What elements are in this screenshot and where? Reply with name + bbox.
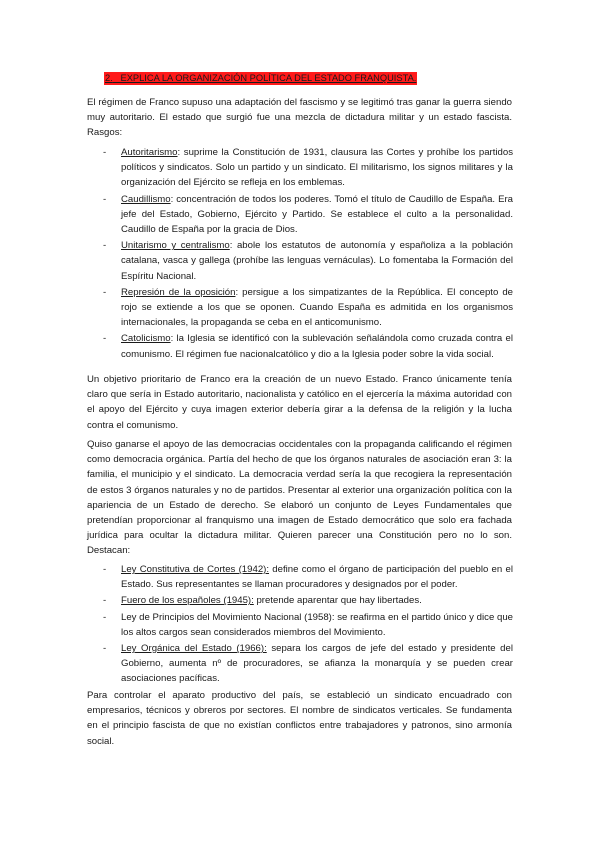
list-item-text: define como el órgano de participación del pueblo en el Estado. Sus representantes se llaman procuradores y designados por el poder. [121,564,513,591]
list-item-term: Catolicismo [121,333,171,345]
bullet-dash: - [103,286,107,298]
list-item-term: Ley Constitutiva de Cortes (1942): [121,564,270,575]
bullet-dash: - [103,564,107,575]
paragraph-sindicatos: Para controlar el aparato productivo del país, se estableció un sindicato encuadrado con empresarios, técnicos y obreros por sectores. El nombre de sindicatos verticales. Se fundamenta en el principio fascista de que no existían conflictos entre trabajadores y patronos, sino armonía social. [87,690,512,747]
list-item-term: Unitarismo y centralismo [121,240,230,252]
list-item-term: Autoritarismo [121,147,178,158]
list-item-text: : abole los estatutos de autonomía y españoliza a la población catalana, vasca y gallega (prohíbe las lenguas vernáculas). Lo fomentaba la Formación del Espíritu Nacional. [121,240,513,282]
bullet-dash: - [103,193,107,205]
list-item-fuero [103,593,513,608]
list-item-ley-cortes [103,562,513,592]
paragraph-democracia-organica: Quiso ganarse el apoyo de las democracias occidentales con la propaganda calificando el régimen como democracia orgánica. Partía del hecho de que los órganos naturales de asociación eran 3: la familia, el municipio y el sindicato. La democracia verdad sería la que recogiera la representación de estos 3 órganos naturales y no de partidos. Presentar al exterior una organización política con la apariencia de un Estado de derecho. Se elaboró un conjunto de Leyes Fundamentales que pretendían proporcionar al franquismo una imagen de Estado democrático que solo era fachada jurídica para ocultar la dictadura militar. Quieren parecer una Constitución pero no lo son. Destacan: [87,439,512,557]
list-item-unitarismo [103,238,513,284]
paragraph-nuevo-estado: Un objetivo prioritario de Franco era la creación de un nuevo Estado. Franco únicamente tenía claro que sería in Estado autoritario, nacionalista y católico en el ejercería la máxima autoridad con el apoyo del Ejército y cuya imagen exterior debería girar a la defensa de la religión y la lucha contra el comunismo. [87,374,512,431]
list-item-represion [103,285,513,331]
intro-paragraph: El régimen de Franco supuso una adaptación del fascismo y se legitimó tras ganar la guerra siendo muy autoritario. El estado que surgió fue una mezcla de dictadura militar y un estado fascista. Rasgos: [87,97,512,139]
list-item-term: Ley Orgánica del Estado (1966): [121,643,267,655]
list-item-term: Caudillismo [121,193,171,205]
list-item-text: : la Iglesia se identificó con la sublevación señalándola como cruzada contra el comunismo. El régimen fue nacionalcatólico y dio a la Iglesia poder sobre la vida social. [121,333,513,360]
list-item-text: pretende aparentar que hay libertades. [253,595,422,607]
list-item-caudillismo [103,192,513,238]
section-heading [104,72,417,85]
list-item-term: Represión de la oposición [121,286,236,298]
list-item-text: separa los cargos de jefe del estado y presidente del Gobierno, aumenta nº de procuradores, se afianza la monarquía y se pueden crear asociaciones pacíficas. [121,643,513,685]
bullet-dash: - [103,643,107,655]
list-item-text: : suprime la Constitución de 1931, clausura las Cortes y prohíbe los partidos políticos y sindicatos. Solo un partido y un sindicato. El militarismo, los signos militares y la organización del Ejército se refleja en los emblemas. [121,147,513,189]
bullet-dash: - [103,595,107,607]
heading-text: EXPLICA LA ORGANIZACIÓN POLÍTICA DEL ESTADO FRANQUISTA. [120,73,417,83]
bullet-dash: - [103,240,107,252]
bullet-dash: - [103,333,107,345]
heading-number: 2. [105,73,113,83]
list-item-text: : concentración de todos los poderes. Tomó el título de Caudillo de España. Era jefe del Estado, Gobierno, Ejército y Partido. Se establece el culto a la personalidad. Caudillo de España por la gracia de Dios. [121,193,513,236]
list-item-ley-principios [103,610,513,640]
list-item-text: se reafirma en el partido único y dice que los altos cargos sean considerados miembros del Movimiento. [121,611,513,638]
leyes-list [103,562,513,688]
bullet-dash: - [103,147,107,158]
list-item-term: Ley de Principios del Movimiento Nacional (1958): [121,611,335,623]
list-item-ley-organica [103,641,513,687]
list-item-term: Fuero de los españoles (1945): [121,595,254,607]
bullet-dash: - [103,611,107,623]
rasgos-list [103,145,513,363]
list-item-autoritarismo [103,145,513,191]
list-item-text: : persigue a los simpatizantes de la República. El concepto de rojo se extiende a los que se oponen. Cuando España es admitida en los organismos internacionales, la propaganda se ceba en el anticomunismo. [121,286,513,329]
list-item-catolicismo [103,331,513,361]
